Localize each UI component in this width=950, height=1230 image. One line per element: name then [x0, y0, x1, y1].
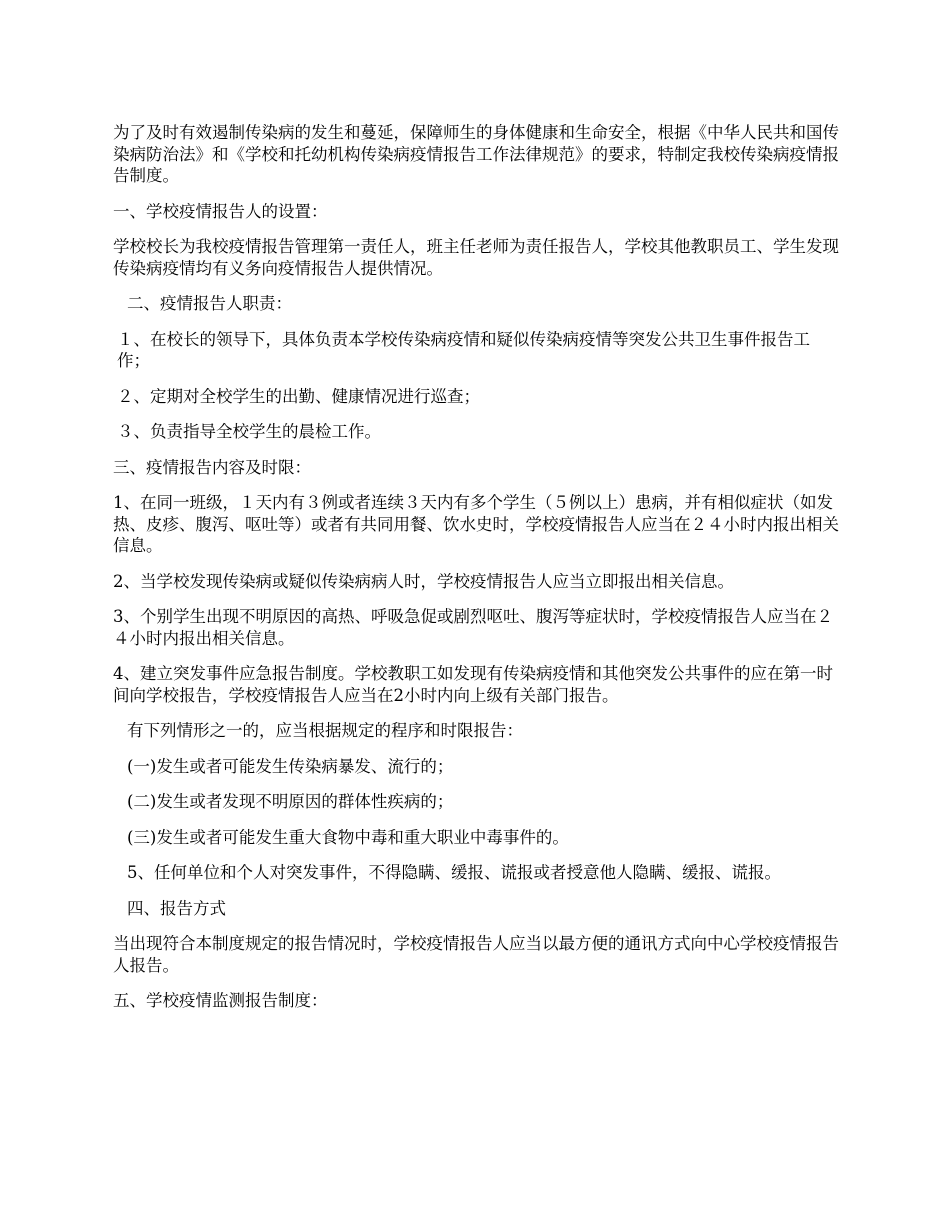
report-item-5: 5、任何单位和个人对突发事件，不得隐瞒、缓报、谎报或者授意他人隐瞒、缓报、谎报。	[127, 863, 781, 882]
situation-item-3: (三)发生或者可能发生重大食物中毒和重大职业中毒事件的。	[127, 827, 569, 847]
section-heading-1: 一、学校疫情报告人的设置：	[113, 201, 328, 221]
document-body	[113, 122, 841, 1026]
duty-item-1: １、在校长的领导下，具体负责本学校传染病疫情和疑似传染病疫情等突发公共卫生事件报告工作；	[117, 329, 810, 370]
section-heading-5: 五、学校疫情监测报告制度：	[113, 991, 328, 1010]
section-heading-4: 四、报告方式	[127, 898, 226, 918]
situation-item-2: (二)发生或者发现不明原因的群体性疾病的；	[127, 792, 454, 811]
paragraph-reporter-setup: 学校校长为我校疫情报告管理第一责任人，班主任老师为责任报告人，学校其他教职员工、学生发现传染病疫情均有义务向疫情报告人提供情况。	[113, 237, 839, 278]
report-item-2: 2、当学校发现传染病或疑似传染病病人时，学校疫情报告人应当立即报出相关信息。	[113, 571, 734, 591]
report-item-3: 3、个别学生出现不明原因的高热、呼吸急促或剧烈呕吐、腹泻等症状时，学校疫情报告人应当在２４小时内报出相关信息。	[113, 607, 833, 648]
intro-paragraph: 为了及时有效遏制传染病的发生和蔓延，保障师生的身体健康和生命安全，根据《中华人民共和国传染病防治法》和《学校和托幼机构传染病疫情报告工作法律规范》的要求，特制定我校传染病疫情报告制度。	[113, 123, 839, 185]
duty-item-2: ２、定期对全校学生的出勤、健康情况进行巡查；	[117, 386, 480, 406]
report-item-1: 1、在同一班级，１天内有３例或者连续３天内有多个学生（５例以上）患病，并有相似症状（如发热、皮疹、腹泻、呕吐等）或者有共同用餐、饮水史时，学校疫情报告人应当在２４小时内报出相关信息。	[113, 493, 839, 555]
report-item-4: 4、建立突发事件应急报告制度。学校教职工如发现有传染病疫情和其他突发公共事件的应在第一时间向学校报告，学校疫情报告人应当在2小时内向上级有关部门报告。	[113, 664, 833, 705]
duty-item-3: ３、负责指导全校学生的晨检工作。	[117, 422, 381, 441]
section-heading-2: 二、疫情报告人职责：	[127, 294, 292, 313]
paragraph-report-method: 当出现符合本制度规定的报告情况时，学校疫情报告人应当以最方便的通讯方式向中心学校疫情报告人报告。	[113, 934, 839, 975]
situations-intro: 有下列情形之一的，应当根据规定的程序和时限报告：	[127, 721, 523, 740]
situation-item-1: (一)发生或者可能发生传染病暴发、流行的；	[127, 756, 454, 776]
section-heading-3: 三、疫情报告内容及时限：	[113, 457, 311, 477]
